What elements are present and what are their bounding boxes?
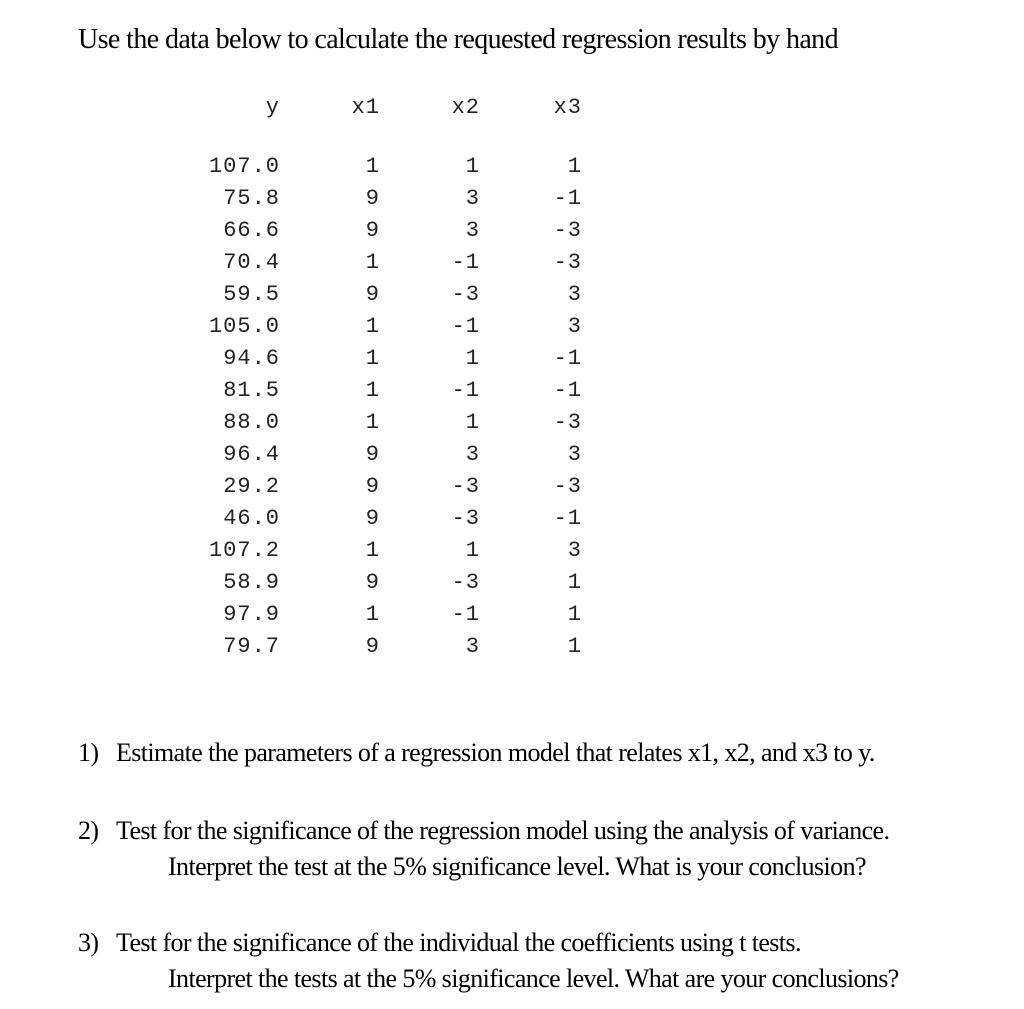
table-cell-x1: 1 <box>365 410 380 435</box>
table-cell-x2: 3 <box>465 218 480 243</box>
table-cell-x3: -3 <box>553 250 582 275</box>
table-cell-x2: -1 <box>451 602 480 627</box>
table-cell-y: 79.7 <box>223 634 280 659</box>
table-cell-x2: -1 <box>451 250 480 275</box>
table-cell-y: 96.4 <box>223 442 280 467</box>
question-3-number: 3) <box>78 928 99 957</box>
question-1-text: Estimate the parameters of a regression model that relates x1, x2, and x3 to y. <box>116 738 875 767</box>
table-cell-x1: 9 <box>365 506 380 531</box>
table-cell-x3: 3 <box>567 442 582 467</box>
table-cell-x2: -3 <box>451 506 480 531</box>
table-cell-x3: -1 <box>553 186 582 211</box>
question-1 <box>78 735 875 771</box>
table-cell-x1: 1 <box>365 538 380 563</box>
question-3-text: Test for the significance of the individual the coefficients using t tests. <box>116 928 801 957</box>
table-cell-x2: -1 <box>451 314 480 339</box>
table-cell-x3: -3 <box>553 218 582 243</box>
table-cell-y: 29.2 <box>223 474 280 499</box>
table-cell-x3: -1 <box>553 506 582 531</box>
table-cell-x2: -3 <box>451 570 480 595</box>
column-header-y: y <box>265 95 280 120</box>
column-header-x2: x2 <box>451 95 480 120</box>
table-cell-x1: 9 <box>365 282 380 307</box>
table-cell-x1: 1 <box>365 602 380 627</box>
table-cell-x1: 9 <box>365 634 380 659</box>
table-cell-y: 97.9 <box>223 602 280 627</box>
table-cell-x3: 1 <box>567 154 582 179</box>
table-cell-x3: -1 <box>553 378 582 403</box>
question-2 <box>78 813 889 885</box>
table-cell-x3: -3 <box>553 474 582 499</box>
table-cell-y: 70.4 <box>223 250 280 275</box>
table-cell-x1: 1 <box>365 346 380 371</box>
table-cell-y: 46.0 <box>223 506 280 531</box>
table-cell-x1: 1 <box>365 314 380 339</box>
table-cell-y: 75.8 <box>223 186 280 211</box>
question-3-continuation: Interpret the tests at the 5% significance level. What are your conclusions? <box>168 964 899 993</box>
table-cell-x1: 1 <box>365 378 380 403</box>
table-cell-y: 94.6 <box>223 346 280 371</box>
table-cell-x1: 9 <box>365 474 380 499</box>
table-cell-x2: 3 <box>465 186 480 211</box>
table-cell-x1: 9 <box>365 186 380 211</box>
table-cell-y: 81.5 <box>223 378 280 403</box>
table-cell-y: 105.0 <box>208 314 280 339</box>
table-cell-x3: 1 <box>567 634 582 659</box>
table-cell-x1: 1 <box>365 154 380 179</box>
question-2-number: 2) <box>78 816 99 845</box>
table-cell-x1: 1 <box>365 250 380 275</box>
table-cell-x2: 1 <box>465 410 480 435</box>
table-cell-x2: 3 <box>465 442 480 467</box>
table-cell-y: 58.9 <box>223 570 280 595</box>
table-cell-x2: -3 <box>451 474 480 499</box>
table-cell-x1: 9 <box>365 218 380 243</box>
page-heading: Use the data below to calculate the requested regression results by hand <box>78 24 838 55</box>
column-header-x1: x1 <box>351 95 380 120</box>
question-2-text: Test for the significance of the regression model using the analysis of variance. <box>116 816 890 845</box>
table-cell-y: 66.6 <box>223 218 280 243</box>
table-cell-y: 59.5 <box>223 282 280 307</box>
table-cell-x3: 3 <box>567 282 582 307</box>
table-cell-y: 107.2 <box>208 538 280 563</box>
table-cell-x3: -1 <box>553 346 582 371</box>
table-cell-x3: 3 <box>567 538 582 563</box>
table-cell-x1: 9 <box>365 442 380 467</box>
question-3 <box>78 925 899 997</box>
table-cell-y: 107.0 <box>208 154 280 179</box>
table-cell-x2: 1 <box>465 538 480 563</box>
question-2-continuation: Interpret the test at the 5% significance level. What is your conclusion? <box>168 852 866 881</box>
table-cell-x3: 3 <box>567 314 582 339</box>
table-cell-x3: -3 <box>553 410 582 435</box>
table-cell-x2: 3 <box>465 634 480 659</box>
column-header-x3: x3 <box>553 95 582 120</box>
table-cell-x3: 1 <box>567 602 582 627</box>
table-cell-x2: -1 <box>451 378 480 403</box>
question-1-number: 1) <box>78 738 99 767</box>
table-cell-x2: 1 <box>465 346 480 371</box>
table-cell-x3: 1 <box>567 570 582 595</box>
table-cell-y: 88.0 <box>223 410 280 435</box>
table-cell-x2: -3 <box>451 282 480 307</box>
table-cell-x1: 9 <box>365 570 380 595</box>
table-cell-x2: 1 <box>465 154 480 179</box>
